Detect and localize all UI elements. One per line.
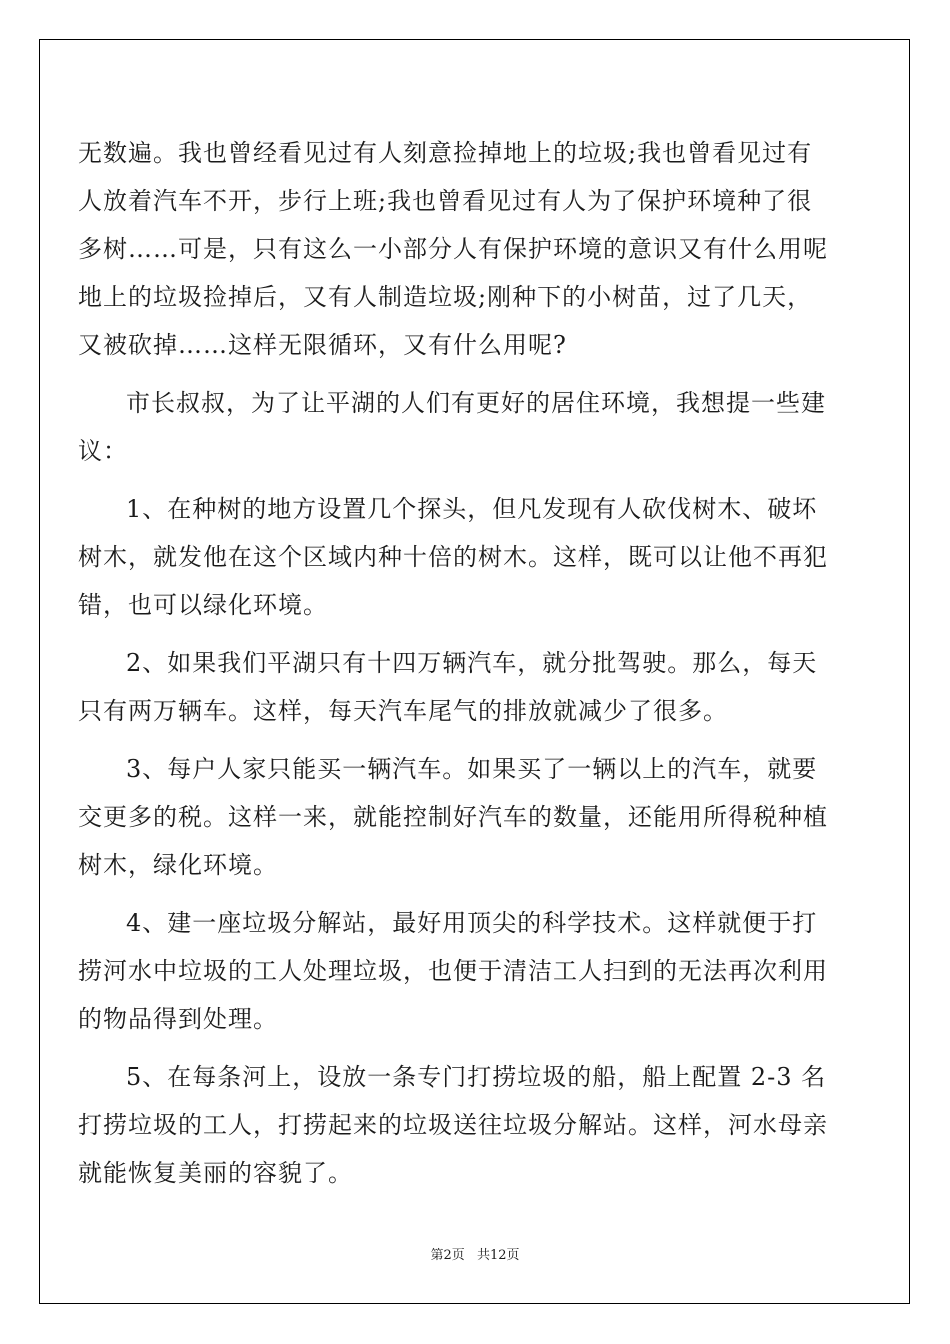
text-line: 交更多的税。这样一来，就能控制好汽车的数量，还能用所得税种植 xyxy=(78,803,828,831)
text-line: 5、在每条河上，设放一条专门打捞垃圾的船，船上配置 2-3 名 xyxy=(126,1063,827,1091)
text-line: 又被砍掉……这样无限循环，又有什么用呢? xyxy=(78,331,567,359)
text-line: 人放着汽车不开，步行上班;我也曾看见过有人为了保护环境种了很 xyxy=(78,187,813,215)
text-line: 3、每户人家只能买一辆汽车。如果买了一辆以上的汽车，就要 xyxy=(126,755,818,783)
text-line: 地上的垃圾捡掉后，又有人制造垃圾;刚种下的小树苗，过了几天， xyxy=(78,283,813,311)
suggestion-1 xyxy=(78,485,841,629)
text-line: 树木，绿化环境。 xyxy=(78,851,278,879)
text-line: 4、建一座垃圾分解站，最好用顶尖的科学技术。这样就便于打 xyxy=(126,909,818,937)
page-total: 共12页 xyxy=(476,1248,520,1263)
paragraph-2 xyxy=(78,379,841,475)
text-line: 无数遍。我也曾经看见过有人刻意捡掉地上的垃圾;我也曾看见过有 xyxy=(78,139,813,167)
text-line: 就能恢复美丽的容貌了。 xyxy=(78,1159,353,1187)
suggestion-5 xyxy=(78,1053,841,1197)
page-number: 第2页 xyxy=(430,1248,465,1263)
text-line: 的物品得到处理。 xyxy=(78,1005,278,1033)
suggestion-2 xyxy=(78,639,841,735)
text-line: 多树……可是，只有这么一小部分人有保护环境的意识又有什么用呢 xyxy=(78,235,828,263)
text-line: 树木，就发他在这个区域内种十倍的树木。这样，既可以让他不再犯 xyxy=(78,543,828,571)
paragraph-1 xyxy=(78,129,841,369)
text-line: 2、如果我们平湖只有十四万辆汽车，就分批驾驶。那么，每天 xyxy=(126,649,818,677)
suggestion-4 xyxy=(78,899,841,1043)
text-line: 议： xyxy=(78,437,128,465)
text-line: 市长叔叔，为了让平湖的人们有更好的居住环境，我想提一些建 xyxy=(126,389,826,417)
suggestion-3 xyxy=(78,745,841,889)
text-line: 1、在种树的地方设置几个探头，但凡发现有人砍伐树木、破坏 xyxy=(126,495,818,523)
text-line: 错，也可以绿化环境。 xyxy=(78,591,328,619)
page-footer xyxy=(0,1244,950,1263)
text-line: 打捞垃圾的工人，打捞起来的垃圾送往垃圾分解站。这样，河水母亲 xyxy=(78,1111,828,1139)
text-line: 只有两万辆车。这样，每天汽车尾气的排放就减少了很多。 xyxy=(78,697,728,725)
document-body xyxy=(78,129,841,1197)
text-line: 捞河水中垃圾的工人处理垃圾，也便于清洁工人扫到的无法再次利用 xyxy=(78,957,828,985)
